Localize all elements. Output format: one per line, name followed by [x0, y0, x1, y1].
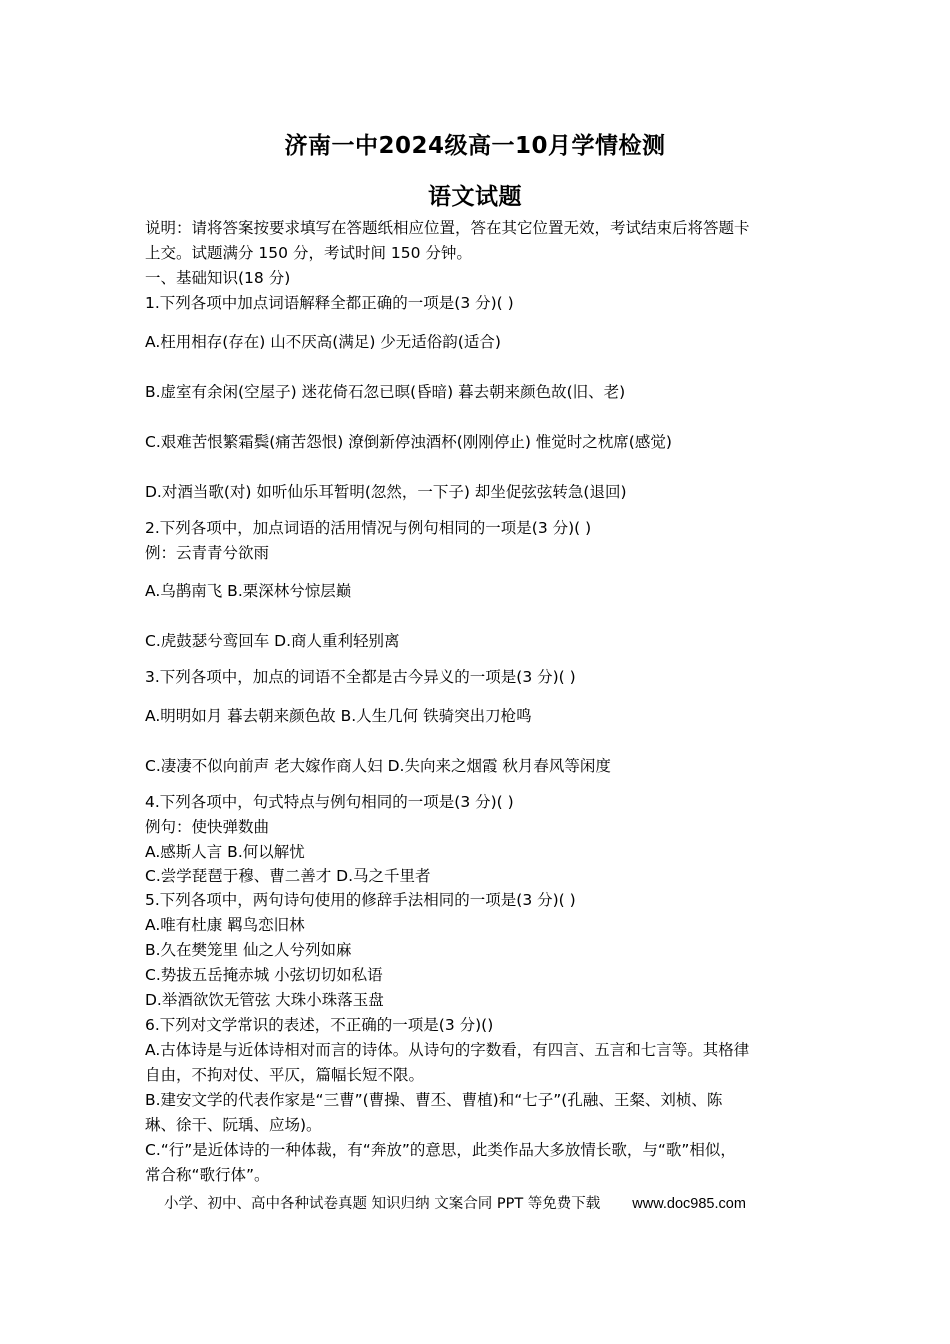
- exam-subtitle: 语文试题: [428, 184, 522, 210]
- q2-options-ab: A.乌鹊南飞 B.栗深林兮惊层巅: [145, 582, 352, 600]
- q3-options-ab: A.明明如月 暮去朝来颜色故 B.人生几何 铁骑突出刀枪鸣: [145, 707, 532, 725]
- q4-stem: 4.下列各项中，句式特点与例句相同的一项是(3 分)( ): [145, 793, 514, 811]
- q1-option-c: C.艰难苦恨繁霜鬓(痛苦怨恨) 潦倒新停浊酒杯(刚刚停止) 惟觉时之枕席(感觉): [145, 433, 672, 451]
- q1-stem: 1.下列各项中加点词语解释全都正确的一项是(3 分)( ): [145, 294, 514, 312]
- q2-options-cd: C.虎鼓瑟兮鸾回车 D.商人重利轻别离: [145, 632, 400, 650]
- footer: [164, 1192, 746, 1213]
- q6-option-c-line-1: C.“行”是近体诗的一种体裁，有“奔放”的意思，此类作品大多放情长歌，与“歌”相似，: [145, 1141, 736, 1159]
- q4-options-ab: A.感斯人言 B.何以解忧: [145, 843, 305, 861]
- q5-option-d: D.举酒欲饮无管弦 大珠小珠落玉盘: [145, 991, 384, 1009]
- q5-option-a: A.唯有杜康 羁鸟恋旧林: [145, 916, 305, 934]
- q4-example: 例句：使快弹数曲: [145, 818, 270, 836]
- q2-stem: 2.下列各项中，加点词语的活用情况与例句相同的一项是(3 分)( ): [145, 519, 592, 537]
- q2-example: 例：云青青兮欲雨: [145, 544, 270, 562]
- q6-option-c-line-2: 常合称“歌行体”。: [145, 1166, 270, 1184]
- q6-option-a-line-2: 自由，不拘对仗、平仄，篇幅长短不限。: [145, 1066, 425, 1084]
- instructions-line-1: 说明：请将答案按要求填写在答题纸相应位置，答在其它位置无效，考试结束后将答题卡: [145, 219, 750, 237]
- q4-options-cd: C.尝学琵琶于穆、曹二善才 D.马之千里者: [145, 867, 431, 885]
- q5-stem: 5.下列各项中，两句诗句使用的修辞手法相同的一项是(3 分)( ): [145, 891, 576, 909]
- exam-title: 济南一中2024级高一10月学情检测: [284, 133, 666, 159]
- q1-option-a: A.枉用相存(存在) 山不厌高(满足) 少无适俗韵(适合): [145, 333, 501, 351]
- footer-text: 小学、初中、高中各种试卷真题 知识归纳 文案合同 PPT 等免费下载: [164, 1196, 601, 1212]
- q6-option-b-line-2: 琳、徐干、阮瑀、应场)。: [145, 1116, 322, 1134]
- q1-option-d: D.对酒当歌(对) 如听仙乐耳暂明(忽然，一下子) 却坐促弦弦转急(退回): [145, 483, 627, 501]
- section-heading: 一、基础知识(18 分): [145, 269, 291, 287]
- q1-option-b: B.虚室有余闲(空屋子) 迷花倚石忽已暝(昏暗) 暮去朝来颜色故(旧、老): [145, 383, 626, 401]
- q5-option-b: B.久在樊笼里 仙之人兮列如麻: [145, 941, 352, 959]
- q6-option-b-line-1: B.建安文学的代表作家是“三曹”(曹操、曹丕、曹植)和“七子”(孔融、王粲、刘桢、陈: [145, 1091, 723, 1109]
- q5-option-c: C.势拔五岳掩赤城 小弦切切如私语: [145, 966, 383, 984]
- instructions-line-2: 上交。试题满分 150 分，考试时间 150 分钟。: [145, 244, 472, 262]
- q3-stem: 3.下列各项中，加点的词语不全都是古今异义的一项是(3 分)( ): [145, 668, 576, 686]
- q6-stem: 6.下列对文学常识的表述，不正确的一项是(3 分)(): [145, 1016, 494, 1034]
- footer-url[interactable]: www.doc985.com: [632, 1196, 746, 1212]
- q6-option-a-line-1: A.古体诗是与近体诗相对而言的诗体。从诗句的字数看，有四言、五言和七言等。其格律: [145, 1041, 750, 1059]
- q3-options-cd: C.凄凄不似向前声 老大嫁作商人妇 D.失向来之烟霞 秋月春风等闲度: [145, 757, 611, 775]
